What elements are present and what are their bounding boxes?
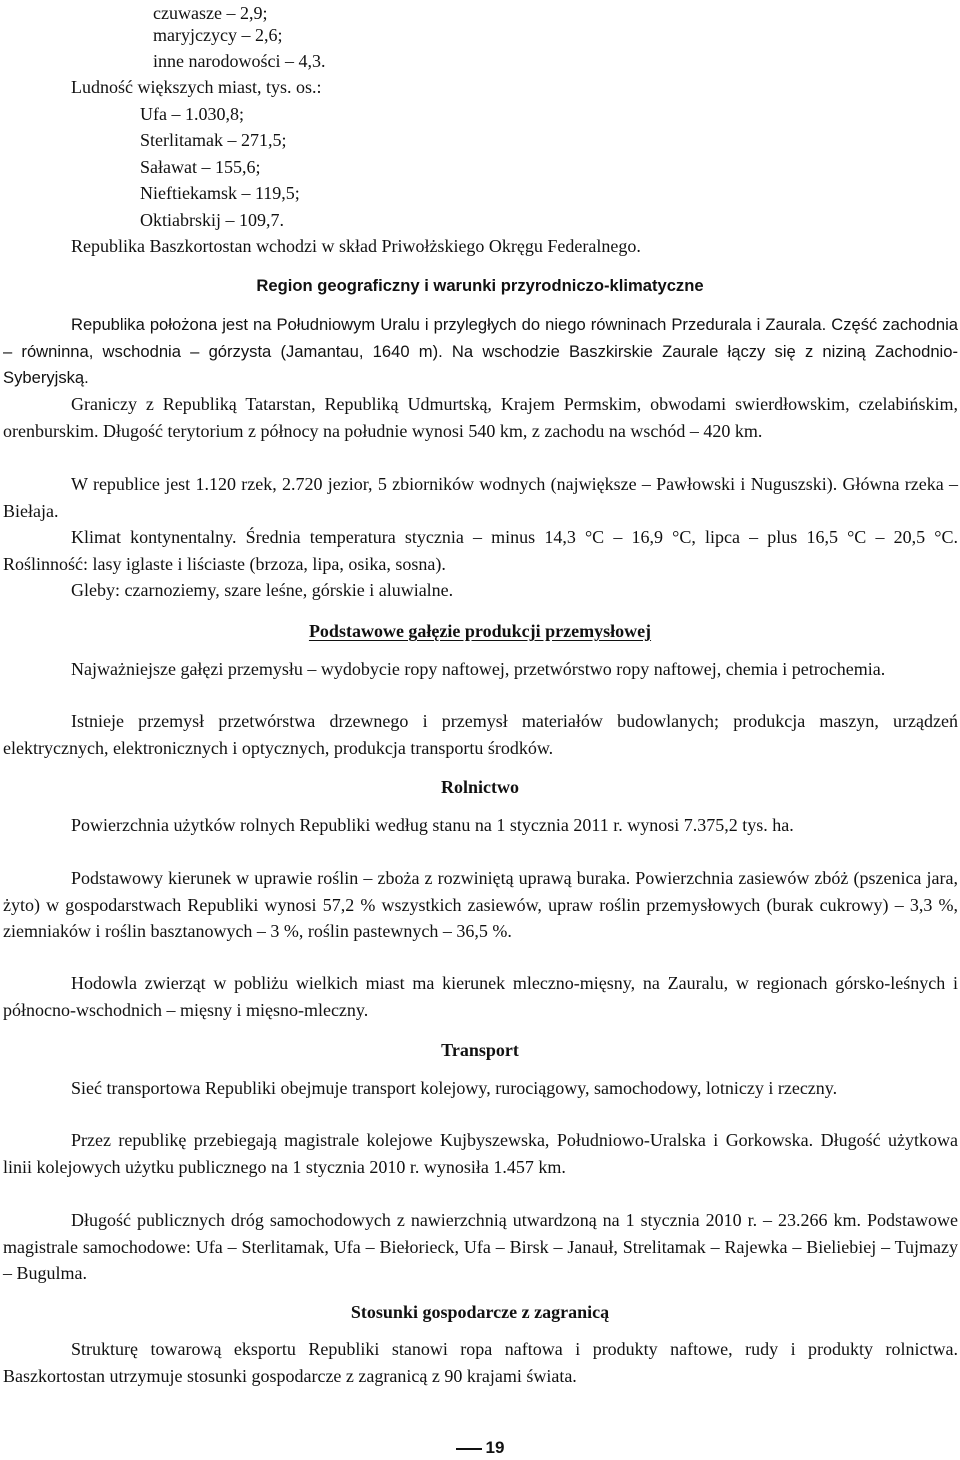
agriculture-paragraph [3,865,958,945]
page-footer [0,1437,960,1459]
section-heading-region: Region geograficzny i warunki przyrodniczo-klimatyczne [256,276,704,295]
region-paragraph [3,391,958,444]
city-item: Nieftiekamsk – 119,5; [140,183,300,203]
transport-paragraph [3,1207,958,1287]
region-text: Graniczy z Republiką Tatarstan, Republiką Udmurtską, Krajem Permskim, obwodami swierdłowskim, czelabińskim, orenburskim. Długość terytorium z północy na południe wynosi 540 km, z zachodu na wschód – 420 km. [3,394,958,441]
trade-paragraph [3,1336,958,1389]
city-item: Sterlitamak – 271,5; [140,130,287,150]
agriculture-paragraph [3,970,958,1023]
agriculture-text: Podstawowy kierunek w uprawie roślin – zboża z rozwiniętą uprawą buraka. Powierzchnia zasiewów zbóż (pszenica jara, żyto) w gospodarstwach Republiki wynosi 57,2 % wszystkich zasiewów, upraw roślin przemysłowych (burak cukrowy) – 3,3 %, ziemniaków i roślin basztanowych – 3 %, roślin pastewnych – 36,5 %. [3,868,958,941]
agriculture-text: Hodowla zwierząt w pobliżu wielkich miast ma kierunek mleczno-mięsny, na Zauralu, w regionach górsko-leśnych i północno-wschodnich – mięsny i mięsno-mleczny. [3,973,958,1020]
region-text: Republika położona jest na Południowym Uralu i przyległych do niego równinach Przedurala i Zaurala. Część zachodnia – równinna, wschodnia – górzysta (Jamantau, 1640 m). Na wschodzie Baszkirskie Zaurale łączy się z niziną Zachodnio-Syberyjską. [3,315,958,387]
ethnic-item: maryjczycy – 2,6; [153,25,283,45]
industry-paragraph [3,656,958,683]
transport-text: Sieć transportowa Republiki obejmuje transport kolejowy, rurociągowy, samochodowy, lotniczy i rzeczny. [71,1078,838,1098]
transport-text: Długość publicznych dróg samochodowych z nawierzchnią utwardzoną na 1 stycznia 2010 r. – 23.266 km. Podstawowe magistrale samochodowe: Ufa – Sterlitamak, Ufa – Biełorieck, Ufa – Birsk – Janauł, Strelitamak – Rajewka – Bieliebiej – Tujmazy – Bugulma. [3,1210,958,1283]
city-item: Ufa – 1.030,8; [140,104,244,124]
section-heading-trade: Stosunki gospodarcze z zagranicą [350,1302,610,1322]
transport-paragraph [3,1127,958,1180]
industry-paragraph [3,708,958,761]
agriculture-paragraph [3,812,958,839]
industry-text: Istnieje przemysł przetwórstwa drzewnego i przemysł materiałów budowlanych; produkcja maszyn, urządzeń elektrycznych, elektronicznych i optycznych, produkcja transportu środków. [3,711,958,758]
region-text: Klimat kontynentalny. Średnia temperatura stycznia – minus 14,3 °C – 16,9 °C, lipca – plus 16,5 °C – 20,5 °C. Roślinność: lasy iglaste i liściaste (brzoza, lipa, osika, sosna). [3,527,958,574]
ethnic-item: czuwasze – 2,9; [153,3,268,23]
agriculture-text: Powierzchnia użytków rolnych Republiki według stanu na 1 stycznia 2011 r. wynosi 7.375,2 tys. ha. [71,815,794,835]
trade-text: Strukturę towarową eksportu Republiki stanowi ropa naftowa i produkty naftowe, rudy i produkty rolnictwa. Baszkortostan utrzymuje stosunki gospodarcze z zagranicą z 90 krajami świata. [3,1339,958,1386]
city-item: Saławat – 155,6; [140,157,261,177]
cities-intro: Ludność większych miast, tys. os.: [71,77,322,97]
industry-text: Najważniejsze gałęzi przemysłu – wydobycie ropy naftowej, przetwórstwo ropy naftowej, chemia i petrochemia. [71,659,886,679]
city-item: Oktiabrskij – 109,7. [140,210,284,230]
region-paragraph [3,471,958,524]
region-text: Gleby: czarnoziemy, szare leśne, górskie i aluwialne. [71,580,454,600]
industry-heading-text: Podstawowe gałęzie produkcji przemysłowej [308,621,652,641]
ethnic-item: inne narodowości – 4,3. [153,51,326,71]
transport-paragraph [3,1075,958,1102]
section-heading-industry [0,618,960,644]
region-paragraph [3,577,958,604]
transport-text: Przez republikę przebiegają magistrale kolejowe Kujbyszewska, Południowo-Uralska i Gorkowska. Długość użytkowa linii kolejowych użytku publicznego na 1 stycznia 2010 r. wynosiła 1.457 km. [3,1130,958,1177]
footer-rule [456,1448,482,1450]
section-heading-agriculture: Rolnictwo [441,777,519,797]
region-paragraph [3,312,958,392]
federal-district-line: Republika Baszkortostan wchodzi w skład Priwołżskiego Okręgu Federalnego. [71,236,641,256]
page-number: 19 [485,1438,505,1457]
region-paragraph [3,524,958,577]
region-text: W republice jest 1.120 rzek, 2.720 jezior, 5 zbiorników wodnych (największe – Pawłowski i Nuguszski). Główna rzeka – Biełaja. [3,474,958,521]
section-heading-transport: Transport [441,1040,519,1060]
